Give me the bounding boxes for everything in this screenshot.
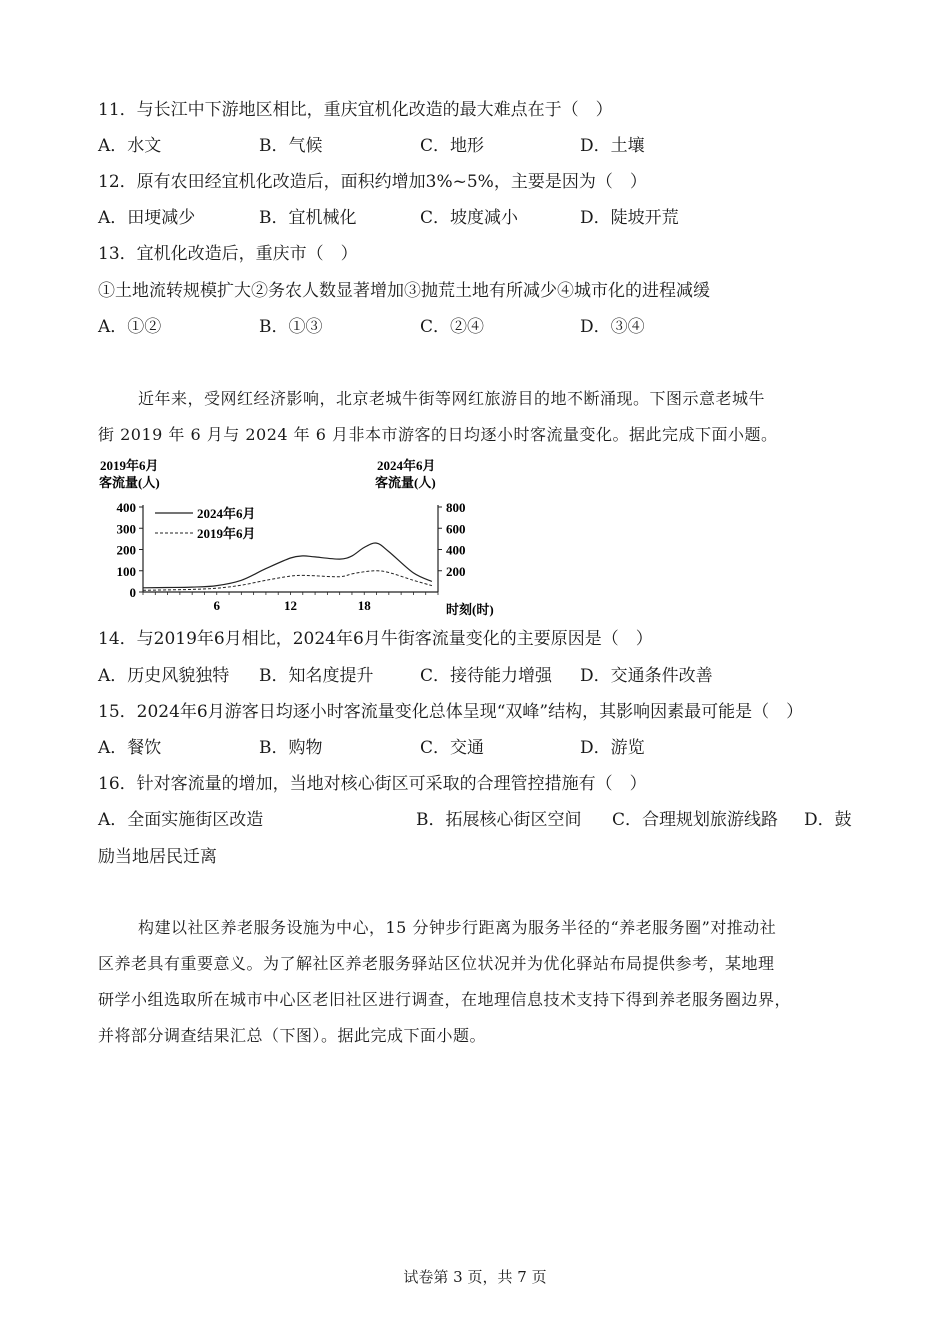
q16-option-a: A．全面实施街区改造 bbox=[98, 810, 264, 830]
right-tick-label: 600 bbox=[446, 521, 466, 537]
left-tick-label: 0 bbox=[129, 585, 136, 600]
x-tick-label: 12 bbox=[284, 598, 297, 613]
page-footer: 试卷第 3 页，共 7 页 bbox=[403, 1268, 547, 1286]
passage-1 bbox=[98, 381, 858, 453]
chart-ticks bbox=[117, 500, 466, 613]
q16-option-b: B．拓展核心街区空间 bbox=[416, 810, 582, 830]
q14-option-a: A．历史风貌独特 bbox=[98, 666, 230, 686]
right-axis-label-1: 2024年6月 bbox=[377, 458, 436, 473]
x-tick-label: 6 bbox=[213, 598, 220, 613]
q11-stem: 11．与长江中下游地区相比，重庆宜机化改造的最大难点在于（ ） bbox=[98, 100, 613, 120]
legend-2019-label: 2019年6月 bbox=[197, 526, 256, 541]
right-axis-label-2: 客流量(人) bbox=[375, 475, 436, 490]
q15-option-d: D．游览 bbox=[580, 738, 645, 758]
q16-continuation: 励当地居民迁离 bbox=[98, 847, 217, 867]
passage-1-line-1: 近年来，受网红经济影响，北京老城牛街等网红旅游目的地不断涌现。下图示意老城牛 bbox=[138, 389, 766, 408]
left-tick-label: 300 bbox=[116, 521, 136, 537]
q16-option-d: D．鼓 bbox=[804, 810, 852, 830]
right-tick-label: 400 bbox=[446, 542, 466, 558]
chart-axes bbox=[143, 505, 438, 592]
q11-option-c: C．地形 bbox=[420, 136, 485, 156]
left-axis-label-1: 2019年6月 bbox=[100, 458, 159, 473]
q15-option-b: B．购物 bbox=[259, 738, 323, 758]
q16-stem: 16．针对客流量的增加，当地对核心街区可采取的合理管控措施有（ ） bbox=[98, 774, 647, 794]
right-tick-label: 800 bbox=[446, 500, 466, 515]
q11-option-a: A．水文 bbox=[98, 136, 162, 156]
visitor-flow-chart bbox=[95, 452, 515, 620]
passage-2-line-4: 并将部分调查结果汇总（下图）。据此完成下面小题。 bbox=[98, 1026, 487, 1045]
left-tick-label: 100 bbox=[116, 563, 136, 579]
q12-stem: 12．原有农田经宜机化改造后，面积约增加3%~5%，主要是因为（ ） bbox=[98, 172, 647, 192]
left-tick-label: 200 bbox=[116, 542, 136, 558]
q13-option-c: C．②④ bbox=[420, 317, 485, 337]
left-axis-label-2: 客流量(人) bbox=[99, 475, 160, 490]
chart-legend bbox=[155, 506, 256, 541]
passage-1-line-2: 街 2019 年 6 月与 2024 年 6 月非本市游客的日均逐小时客流量变化。据此完成下面小题。 bbox=[98, 425, 778, 444]
q13-statements: ①土地流转规模扩大②务农人数显著增加③抛荒土地有所减少④城市化的进程减缓 bbox=[98, 281, 710, 301]
q14-option-c: C．接待能力增强 bbox=[420, 666, 553, 686]
q12-option-a: A．田埂减少 bbox=[98, 208, 196, 228]
passage-2 bbox=[98, 910, 858, 1054]
series-line-2024 bbox=[143, 543, 432, 588]
left-tick-label: 400 bbox=[116, 500, 136, 515]
q12-option-c: C．坡度减小 bbox=[420, 208, 519, 228]
q16-option-c: C．合理规划旅游线路 bbox=[612, 810, 779, 830]
q12-option-b: B．宜机械化 bbox=[259, 208, 357, 228]
x-axis-label: 时刻(时) bbox=[446, 602, 494, 617]
q13-option-d: D．③④ bbox=[580, 317, 645, 337]
q13-option-a: A．①② bbox=[98, 317, 162, 337]
right-tick-label: 200 bbox=[446, 563, 466, 579]
q14-option-d: D．交通条件改善 bbox=[580, 666, 713, 686]
legend-2024-label: 2024年6月 bbox=[197, 506, 256, 521]
q15-option-a: A．餐饮 bbox=[98, 738, 162, 758]
passage-2-line-1: 构建以社区养老服务设施为中心，15 分钟步行距离为服务半径的“养老服务圈”对推动社 bbox=[138, 918, 777, 937]
q14-option-b: B．知名度提升 bbox=[259, 666, 374, 686]
q15-option-c: C．交通 bbox=[420, 738, 485, 758]
q13-option-b: B．①③ bbox=[259, 317, 323, 337]
q11-option-d: D．土壤 bbox=[580, 136, 645, 156]
passage-2-line-3: 研学小组选取所在城市中心区老旧社区进行调查，在地理信息技术支持下得到养老服务圈边界， bbox=[98, 990, 792, 1009]
chart-lines bbox=[143, 543, 432, 590]
q11-option-b: B．气候 bbox=[259, 136, 323, 156]
x-tick-label: 18 bbox=[357, 598, 371, 613]
q13-stem: 13．宜机化改造后，重庆市（ ） bbox=[98, 244, 358, 264]
q14-stem: 14．与2019年6月相比，2024年6月牛街客流量变化的主要原因是（ ） bbox=[98, 629, 653, 649]
q15-stem: 15．2024年6月游客日均逐小时客流量变化总体呈现“双峰”结构，其影响因素最可能是（ ） bbox=[98, 702, 804, 722]
q12-option-d: D．陡坡开荒 bbox=[580, 208, 679, 228]
passage-2-line-2: 区养老具有重要意义。为了解社区养老服务驿站区位状况并为优化驿站布局提供参考，某地理 bbox=[98, 954, 775, 973]
